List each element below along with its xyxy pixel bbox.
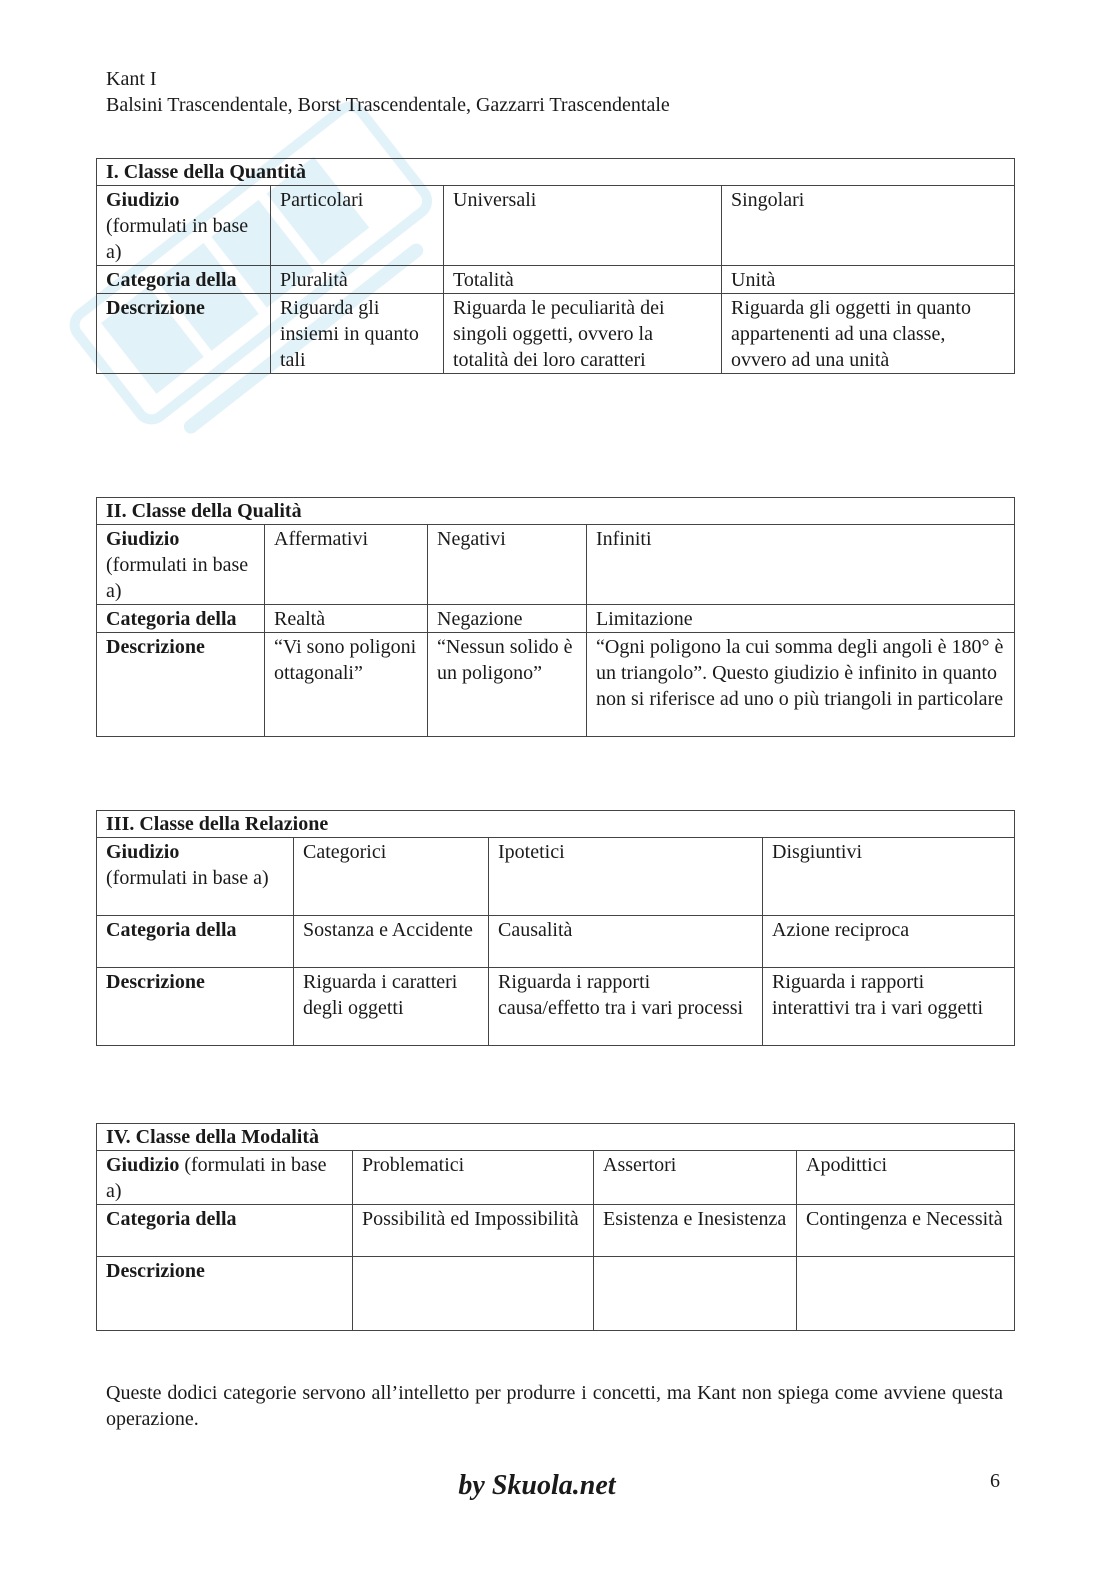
categoria-cell: Limitazione bbox=[587, 605, 1015, 633]
row-label-descrizione: Descrizione bbox=[97, 294, 271, 374]
categoria-cell: Negazione bbox=[428, 605, 587, 633]
row-label-descrizione: Descrizione bbox=[97, 968, 294, 1046]
table-quantita bbox=[96, 158, 1015, 374]
table-modalita bbox=[96, 1123, 1015, 1331]
descrizione-cell: Riguarda i rapporti causa/effetto tra i vari processi bbox=[489, 968, 763, 1046]
descrizione-cell bbox=[797, 1257, 1015, 1331]
document-authors: Balsini Trascendentale, Borst Trascendentale, Gazzarri Trascendentale bbox=[106, 94, 670, 116]
row-label-giudizio: Giudizio (formulati in base a) bbox=[97, 186, 271, 266]
giudizio-cell: Infiniti bbox=[587, 525, 1015, 605]
descrizione-cell: Riguarda i caratteri degli oggetti bbox=[294, 968, 489, 1046]
descrizione-cell: Riguarda le peculiarità dei singoli oggetti, ovvero la totalità dei loro caratteri bbox=[444, 294, 722, 374]
row-label-categoria: Categoria della bbox=[97, 1205, 353, 1257]
table-title: III. Classe della Relazione bbox=[97, 811, 1015, 838]
document-header bbox=[106, 66, 670, 118]
row-label-giudizio: Giudizio (formulati in base a) bbox=[97, 525, 265, 605]
descrizione-cell bbox=[594, 1257, 797, 1331]
conclusion-paragraph: Queste dodici categorie servono all’intelletto per produrre i concetti, ma Kant non spiega come avviene questa operazione. bbox=[106, 1382, 1003, 1430]
row-label-giudizio: Giudizio (formulati in base a) bbox=[97, 838, 294, 916]
row-label-giudizio: Giudizio (formulati in base a) bbox=[97, 1151, 353, 1205]
categoria-cell: Pluralità bbox=[271, 266, 444, 294]
giudizio-cell: Singolari bbox=[722, 186, 1015, 266]
categoria-cell: Esistenza e Inesistenza bbox=[594, 1205, 797, 1257]
table-qualita bbox=[96, 497, 1015, 737]
giudizio-cell: Ipotetici bbox=[489, 838, 763, 916]
descrizione-cell: Riguarda i rapporti interattivi tra i vari oggetti bbox=[763, 968, 1015, 1046]
giudizio-cell: Problematici bbox=[353, 1151, 594, 1205]
categoria-cell: Azione reciproca bbox=[763, 916, 1015, 968]
giudizio-cell: Affermativi bbox=[265, 525, 428, 605]
table-title: II. Classe della Qualità bbox=[97, 498, 1015, 525]
descrizione-cell: “Vi sono poligoni ottagonali” bbox=[265, 633, 428, 737]
descrizione-cell: “Nessun solido è un poligono” bbox=[428, 633, 587, 737]
row-label-descrizione: Descrizione bbox=[97, 1257, 353, 1331]
descrizione-cell: Riguarda gli insiemi in quanto tali bbox=[271, 294, 444, 374]
giudizio-cell: Apodittici bbox=[797, 1151, 1015, 1205]
categoria-cell: Possibilità ed Impossibilità bbox=[353, 1205, 594, 1257]
row-label-categoria: Categoria della bbox=[97, 266, 271, 294]
table-relazione bbox=[96, 810, 1015, 1046]
giudizio-cell: Assertori bbox=[594, 1151, 797, 1205]
table-title: I. Classe della Quantità bbox=[97, 159, 1015, 186]
row-label-categoria: Categoria della bbox=[97, 916, 294, 968]
categoria-cell: Totalità bbox=[444, 266, 722, 294]
page-number: 6 bbox=[990, 1470, 1000, 1492]
giudizio-cell: Particolari bbox=[271, 186, 444, 266]
categoria-cell: Sostanza e Accidente bbox=[294, 916, 489, 968]
descrizione-cell: Riguarda gli oggetti in quanto appartenenti ad una classe, ovvero ad una unità bbox=[722, 294, 1015, 374]
row-label-categoria: Categoria della bbox=[97, 605, 265, 633]
giudizio-cell: Categorici bbox=[294, 838, 489, 916]
descrizione-cell: “Ogni poligono la cui somma degli angoli è 180° è un triangolo”. Questo giudizio è infinito in quanto non si riferisce ad uno o più triangoli in particolare bbox=[587, 633, 1015, 737]
categoria-cell: Unità bbox=[722, 266, 1015, 294]
row-label-descrizione: Descrizione bbox=[97, 633, 265, 737]
categoria-cell: Contingenza e Necessità bbox=[797, 1205, 1015, 1257]
descrizione-cell bbox=[353, 1257, 594, 1331]
categoria-cell: Realtà bbox=[265, 605, 428, 633]
footer-brand: by Skuola.net bbox=[458, 1470, 616, 1501]
giudizio-cell: Negativi bbox=[428, 525, 587, 605]
giudizio-cell: Universali bbox=[444, 186, 722, 266]
categoria-cell: Causalità bbox=[489, 916, 763, 968]
giudizio-cell: Disgiuntivi bbox=[763, 838, 1015, 916]
table-title: IV. Classe della Modalità bbox=[97, 1124, 1015, 1151]
document-title: Kant I bbox=[106, 68, 157, 90]
